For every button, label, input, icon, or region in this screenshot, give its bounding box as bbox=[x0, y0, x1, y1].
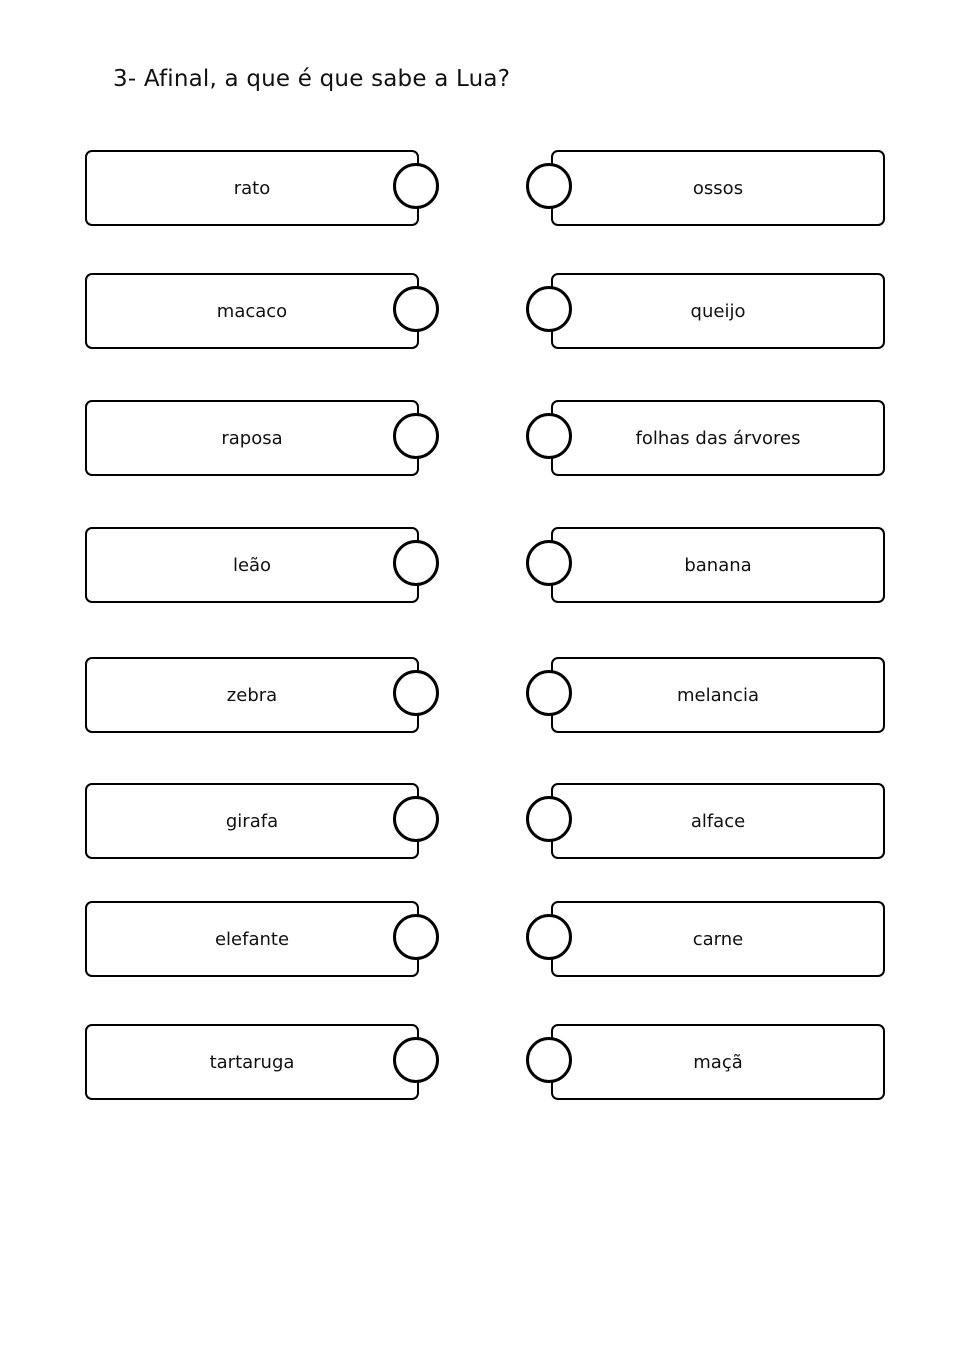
right-connector-circle[interactable] bbox=[526, 670, 572, 716]
right-item-card bbox=[551, 1024, 885, 1100]
right-item-label: queijo bbox=[690, 300, 746, 322]
question-title: 3- Afinal, a que é que sabe a Lua? bbox=[113, 66, 511, 92]
left-item-label: zebra bbox=[226, 684, 278, 706]
matching-row bbox=[0, 273, 955, 353]
right-item-card bbox=[551, 783, 885, 859]
matching-row bbox=[0, 1024, 955, 1104]
left-item-card bbox=[85, 1024, 419, 1100]
left-item-label: elefante bbox=[214, 928, 290, 950]
right-connector-circle[interactable] bbox=[526, 163, 572, 209]
left-connector-circle[interactable] bbox=[393, 540, 439, 586]
right-connector-circle[interactable] bbox=[526, 286, 572, 332]
matching-row bbox=[0, 400, 955, 480]
right-item-label: banana bbox=[684, 554, 752, 576]
matching-row bbox=[0, 783, 955, 863]
right-connector-circle[interactable] bbox=[526, 914, 572, 960]
right-connector-circle[interactable] bbox=[526, 796, 572, 842]
matching-row bbox=[0, 150, 955, 230]
right-item-label: ossos bbox=[692, 177, 744, 199]
right-connector-circle[interactable] bbox=[526, 1037, 572, 1083]
right-item-card bbox=[551, 273, 885, 349]
matching-row bbox=[0, 527, 955, 607]
right-item-card bbox=[551, 527, 885, 603]
left-item-label: rato bbox=[233, 177, 271, 199]
left-item-label: raposa bbox=[221, 427, 283, 449]
left-item-label: leão bbox=[232, 554, 272, 576]
left-connector-circle[interactable] bbox=[393, 163, 439, 209]
left-item-card bbox=[85, 400, 419, 476]
left-item-label: macaco bbox=[216, 300, 288, 322]
left-connector-circle[interactable] bbox=[393, 914, 439, 960]
left-item-card bbox=[85, 527, 419, 603]
left-connector-circle[interactable] bbox=[393, 796, 439, 842]
right-item-card bbox=[551, 657, 885, 733]
right-item-label: melancia bbox=[677, 684, 759, 706]
left-connector-circle[interactable] bbox=[393, 286, 439, 332]
matching-row bbox=[0, 901, 955, 981]
left-item-card bbox=[85, 783, 419, 859]
left-item-label: girafa bbox=[225, 810, 279, 832]
left-connector-circle[interactable] bbox=[393, 413, 439, 459]
left-connector-circle[interactable] bbox=[393, 670, 439, 716]
right-item-label: carne bbox=[692, 928, 744, 950]
left-connector-circle[interactable] bbox=[393, 1037, 439, 1083]
left-item-card bbox=[85, 901, 419, 977]
right-item-card bbox=[551, 150, 885, 226]
right-connector-circle[interactable] bbox=[526, 413, 572, 459]
right-item-card bbox=[551, 901, 885, 977]
left-item-card bbox=[85, 657, 419, 733]
right-connector-circle[interactable] bbox=[526, 540, 572, 586]
right-item-label: folhas das árvores bbox=[635, 427, 801, 449]
right-item-label: alface bbox=[690, 810, 746, 832]
left-item-card bbox=[85, 150, 419, 226]
left-item-label: tartaruga bbox=[209, 1051, 295, 1073]
right-item-label: maçã bbox=[693, 1051, 743, 1073]
left-item-card bbox=[85, 273, 419, 349]
right-item-card bbox=[551, 400, 885, 476]
matching-row bbox=[0, 657, 955, 737]
